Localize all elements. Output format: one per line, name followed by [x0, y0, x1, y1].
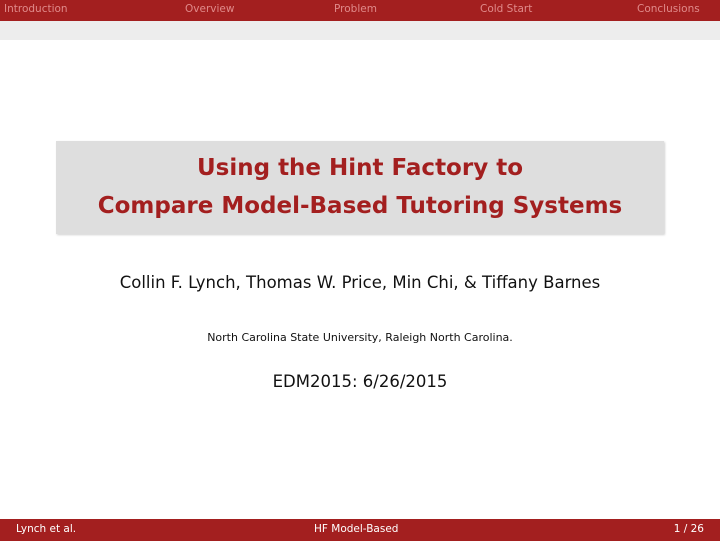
- authors: Collin F. Lynch, Thomas W. Price, Min Chi, & Tiffany Barnes: [119, 273, 601, 292]
- nav-item-conclusions[interactable]: Conclusions: [637, 3, 700, 15]
- footer-bar: [0, 519, 720, 541]
- subsection-bar: [0, 21, 720, 40]
- affiliation: North Carolina State University, Raleigh North Carolina.: [207, 331, 513, 344]
- slide-title-line-1: Using the Hint Factory to: [196, 155, 524, 181]
- footer-short-title: HF Model-Based: [314, 523, 399, 535]
- footer-author: Lynch et al.: [16, 523, 77, 535]
- nav-item-overview[interactable]: Overview: [185, 3, 235, 15]
- footer-page-number: 1 / 26: [673, 523, 704, 535]
- section-nav-bar: [0, 0, 720, 21]
- nav-item-cold-start[interactable]: Cold Start: [480, 3, 533, 15]
- nav-item-problem[interactable]: Problem: [334, 3, 377, 15]
- nav-item-introduction[interactable]: Introduction: [4, 3, 68, 15]
- event-date: EDM2015: 6/26/2015: [272, 372, 448, 391]
- slide-title-line-2: Compare Model-Based Tutoring Systems: [97, 193, 623, 219]
- title-box: [56, 141, 664, 234]
